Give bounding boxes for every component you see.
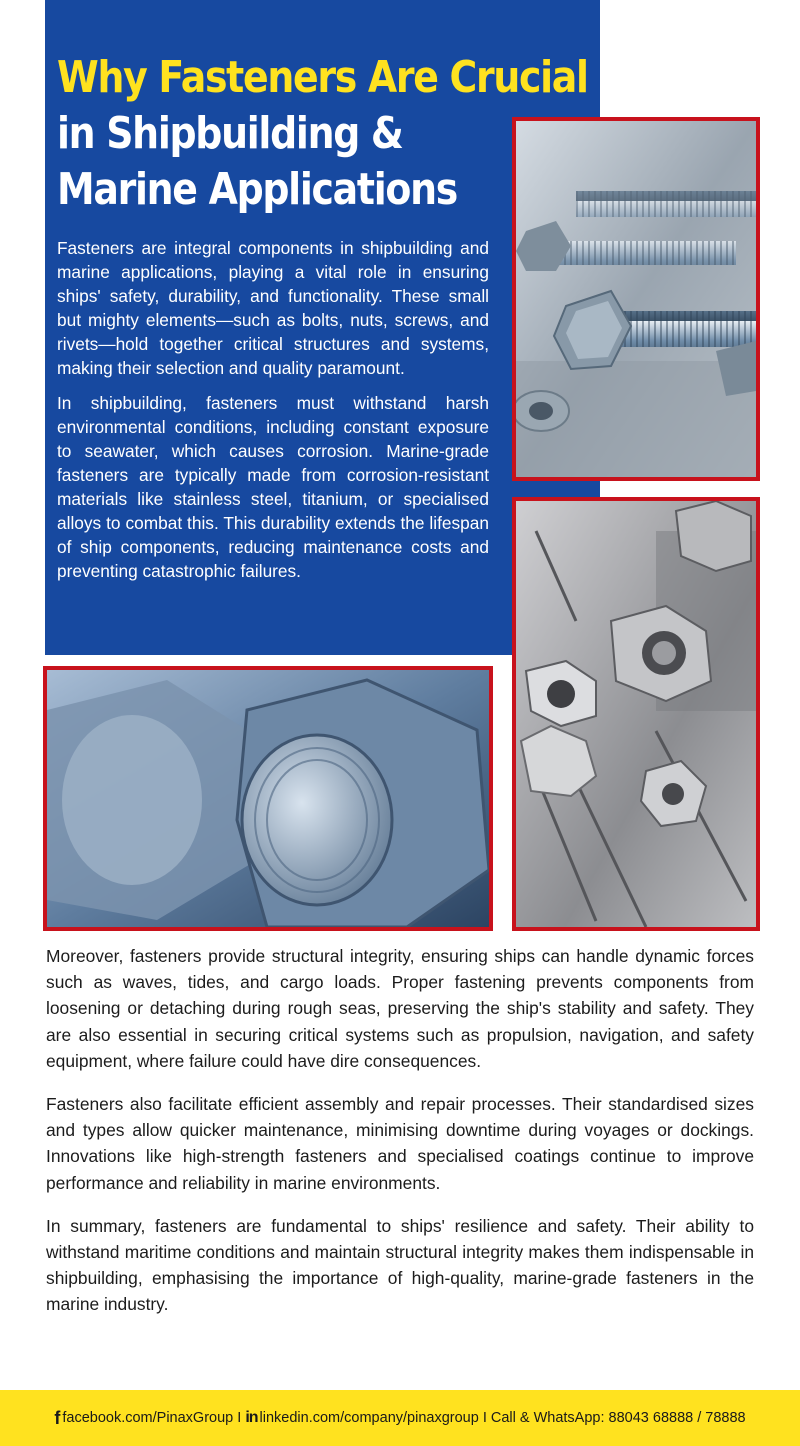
linkedin-icon: in <box>245 1409 258 1426</box>
body-paragraph-3: In summary, fasteners are fundamental to ships' resilience and safety. Their ability to withstand maritime conditions and maintain structural integrity makes them indispensable in shipbuilding, emphasising the importance of high-quality, marine-grade fasteners in the marine industry. <box>46 1215 754 1315</box>
title-line-2: in Shipbuilding & <box>57 108 403 159</box>
footer-separator: I <box>237 1410 242 1426</box>
footer-contact-bar <box>0 1390 800 1446</box>
intro-paragraph-2: In shipbuilding, fasteners must withstand harsh environmental conditions, including constant exposure to seawater, which causes corrosion. Marine-grade fasteners are typically made from corrosion-resistant materials like stainless steel, titanium, or specialised alloys to combat this. This durability extends the lifespan of ship components, reducing maintenance costs and preventing catastrophic failures. <box>57 393 489 581</box>
hex-bolt-closeup-photo <box>43 666 493 931</box>
title-line-3: Marine Applications <box>57 164 457 215</box>
page-title <box>57 50 588 218</box>
body-text <box>46 943 754 1335</box>
intro-paragraph-1: Fasteners are integral components in shipbuilding and marine applications, playing a vital role in ensuring ships' safety, durability, and functionality. These small but mighty elements—such as bolts, nuts, screws, and rivets—hold together critical structures and systems, making their selection and quality paramount. <box>57 238 489 378</box>
body-paragraph-1: Moreover, fasteners provide structural integrity, ensuring ships can handle dynamic forces such as waves, tides, and cargo loads. Proper fastening prevents components from loosening or detaching during rough seas, preserving the ship's stability and safety. They are also essential in securing critical systems such as propulsion, navigation, and safety equipment, where failure could have dire consequences. <box>46 946 754 1071</box>
linkedin-link[interactable]: linkedin.com/company/pinaxgroup <box>259 1410 479 1426</box>
contact-info: I Call & WhatsApp: 88043 68888 / 78888 <box>482 1410 746 1426</box>
facebook-link[interactable]: facebook.com/PinaxGroup <box>62 1410 234 1426</box>
body-paragraph-2: Fasteners also facilitate efficient assembly and repair processes. Their standardised sizes and types allow quicker maintenance, minimising downtime during voyages or dockings. Innovations like high-strength fasteners and specialised coatings continue to improve performance and reliability in marine environments. <box>46 1094 754 1193</box>
facebook-icon: f <box>54 1407 61 1428</box>
title-line-1: Why Fasteners Are Crucial <box>57 52 588 103</box>
stainless-bolts-photo <box>512 497 760 931</box>
bolts-photo <box>512 117 760 481</box>
intro-text <box>57 236 489 594</box>
